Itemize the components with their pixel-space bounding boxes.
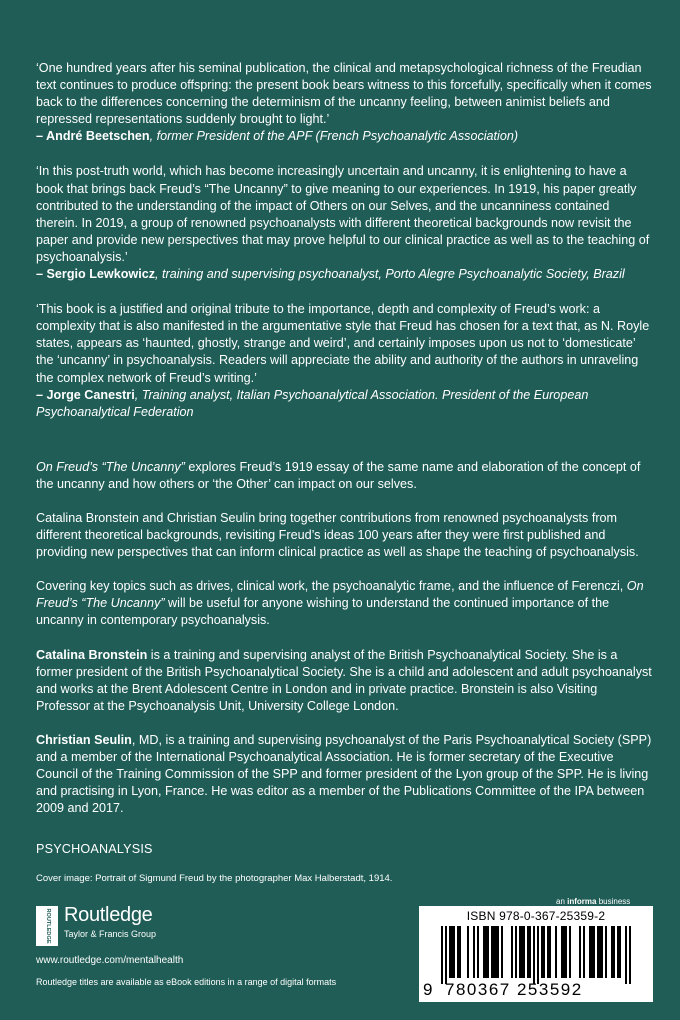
description-paragraph-2: Catalina Bronstein and Christian Seulin bring together contributions from renowned psychoanalysts from different theoretical backgrounds, revisiting Freud’s ideas 100 years after they were first published and providing new perspectives that can inform clinical practice as well as shape the teaching of psychoanalysis. (36, 510, 639, 560)
barcode-bar (625, 926, 627, 984)
description-paragraph-3: Covering key topics such as drives, clinical work, the psychoanalytic frame, and the influence of Ferenczi, On Freud’s “The Uncanny” will be useful for anyone wishing to understand the continued importance of the uncanny in contemporary psychoanalysis. (36, 579, 644, 628)
barcode-bar (579, 926, 581, 978)
back-cover-text (36, 60, 654, 834)
routledge-mark-icon (36, 906, 58, 946)
barcode-bar (515, 926, 517, 978)
endorser-title: , Training analyst, Italian Psychoanalytical Association. President of the European Psychoanalytical Federation (36, 387, 589, 419)
endorsement-quote: ‘One hundred years after his seminal publication, the clinical and metapsychological richness of the Freudian text continues to produce offspring: the present book bears witness to this forcefully, specifically when it comes back to the differences concerning the determinism of the uncanny feeling, between animist beliefs and repressed representations suddenly brought to light.’ (36, 61, 652, 127)
informa-business-note: an informa business (556, 897, 631, 906)
barcode-bar (563, 926, 565, 978)
barcode-bar (523, 926, 525, 978)
barcode-bar (543, 926, 545, 978)
book-title: On Freud’s “The Uncanny” (36, 579, 644, 611)
publisher-name: Routledge (64, 904, 153, 926)
barcode-bar (511, 926, 513, 978)
barcode-bar (521, 926, 523, 978)
endorsement-quote: ‘In this post-truth world, which has become increasingly uncertain and uncanny, it is enlightening to have a book that brings back Freud’s “The Uncanny” to give meaning to our experiences. In 1919, his paper greatly contributed to the understanding of the impact of Others on our Selves, and the uncanniness contained therein. In 2019, a group of renowned psychoanalysts with different theoretical backgrounds now revisit the paper and provide new perspectives that may prove helpful to our clinical practice as well as to the teaching of psychoanalysis.’ (36, 164, 650, 264)
barcode-bar (555, 926, 557, 978)
barcode-bar (601, 926, 603, 978)
barcode-bar (453, 926, 455, 978)
barcode-bar (597, 926, 599, 978)
isbn-barcode: ISBN 978-0-367-25359-2 9 780367 253592 (419, 906, 653, 1002)
barcode-bar (541, 926, 543, 978)
barcode-bar (491, 926, 493, 978)
barcode-bar (565, 926, 567, 978)
endorsement-canestri (36, 301, 654, 421)
barcode-bar (537, 926, 539, 984)
barcode-bar (583, 926, 585, 978)
endorsement-attribution: – André Beetschen, former President of the APF (French Psychoanalytic Association) (36, 129, 519, 144)
barcode-bar (605, 926, 607, 978)
barcode-bar (561, 926, 563, 978)
book-title: On Freud’s “The Uncanny” (36, 459, 185, 474)
barcode-bar (591, 926, 593, 978)
publisher-group: Taylor & Francis Group (64, 929, 157, 939)
barcode-bar (619, 926, 621, 978)
barcode-bar (459, 926, 461, 978)
barcode-bar (441, 926, 443, 984)
barcode-bar (449, 926, 451, 978)
endorser-name: Sergio Lewkowicz (46, 267, 155, 282)
barcode-bar (497, 926, 499, 978)
isbn-number: ISBN 978-0-367-25359-2 (466, 909, 606, 923)
routledge-logo (36, 904, 286, 950)
barcode-bar (599, 926, 601, 978)
barcode-bar (533, 926, 535, 984)
barcode-bar (467, 926, 469, 978)
endorser-title: , training and supervising psychoanalyst, Porto Alegre Psychoanalytic Society, Brazil (155, 267, 625, 282)
author-bio-seulin: Christian Seulin, MD, is a training and supervising psychoanalyst of the Paris Psychoanalytical Society (SPP) and a member of the International Psychoanalytical Association. He is former secretary of the Executive Council of the Training Commission of the SPP and former president of the Lyon group of the SPP. He is living and practising in Lyon, France. He was editor as a member of the Publications Committee of the IPA between 2009 and 2017. (36, 732, 652, 816)
author-name: Catalina Bronstein (36, 647, 148, 662)
barcode-bar (569, 926, 571, 978)
author-bio-bronstein: Catalina Bronstein is a training and supervising analyst of the British Psychoanalytical Society. She is a former president of the British Psychoanalytical Society. She is a child and adolescent and adult psychoanalyst and works at the Brent Adolescent Centre in London and in private practice. Bronstein is also Visiting Professor at the Psychoanalysis Unit, University College London. (36, 647, 652, 713)
endorsement-attribution: – Jorge Canestri, Training analyst, Italian Psychoanalytical Association. President of the European Psychoanalytical Federation (36, 387, 589, 419)
barcode-bar (457, 926, 459, 978)
barcode-bar (493, 926, 495, 978)
endorser-name: André Beetschen (46, 129, 150, 144)
barcode-bar (495, 926, 497, 978)
endorsement-lewkowicz (36, 163, 654, 283)
barcode-bar (483, 926, 485, 978)
endorser-title: , former President of the APF (French Psychoanalytic Association) (149, 129, 519, 144)
publisher-website[interactable]: www.routledge.com/mentalhealth (36, 955, 184, 966)
barcode-bar (445, 926, 447, 984)
endorsement-quote: ‘This book is a justified and original tribute to the importance, depth and complexity of Freud’s work: a complexity that is also manifested in the argumentative style that Freud has chosen for a text that, as N. Royle states, appears as ‘haunted, ghostly, strange and weird’, and certainly imposes upon us not to ‘domesticate’ the ‘uncanny’ in psychoanalysis. Readers will appreciate the ability and authority of the authors in unraveling the complex network of Freud’s writing.’ (36, 302, 650, 385)
barcode-bar (527, 926, 529, 978)
barcode-bar (613, 926, 615, 978)
barcode-bar (589, 926, 591, 978)
author-name: Christian Seulin (36, 732, 132, 747)
endorser-name: Jorge Canestri (46, 387, 135, 402)
barcode-bar (611, 926, 613, 978)
barcode-bar (629, 926, 631, 984)
barcode-bar (477, 926, 479, 978)
description-paragraph-1: On Freud’s “The Uncanny” explores Freud’s 1919 essay of the same name and elaboration of the concept of the uncanny and how others or ‘the Other’ can impact on our selves. (36, 459, 641, 491)
barcode-bar (519, 926, 521, 978)
barcode-bar (529, 926, 531, 978)
barcode-bar (593, 926, 595, 978)
endorsement-attribution: – Sergio Lewkowicz, training and supervising psychoanalyst, Porto Alegre Psychoanalytic Society, Brazil (36, 267, 625, 282)
barcode-bar (549, 926, 551, 978)
barcode-bars (431, 926, 641, 986)
endorsement-beetschen (36, 60, 654, 145)
ebook-note: Routledge titles are available as eBook editions in a range of digital formats (36, 977, 337, 987)
barcode-bar (451, 926, 453, 978)
subject-category: PSYCHOANALYSIS (36, 842, 153, 856)
barcode-bar (485, 926, 487, 978)
barcode-bar (487, 926, 489, 978)
barcode-bar (617, 926, 619, 978)
svg-text:ROUTLEDGE: ROUTLEDGE (45, 908, 51, 944)
barcode-bar (501, 926, 503, 978)
barcode-bar (547, 926, 549, 978)
barcode-bar (473, 926, 475, 978)
cover-image-credit: Cover image: Portrait of Sigmund Freud by the photographer Max Halberstadt, 1914. (36, 873, 393, 884)
